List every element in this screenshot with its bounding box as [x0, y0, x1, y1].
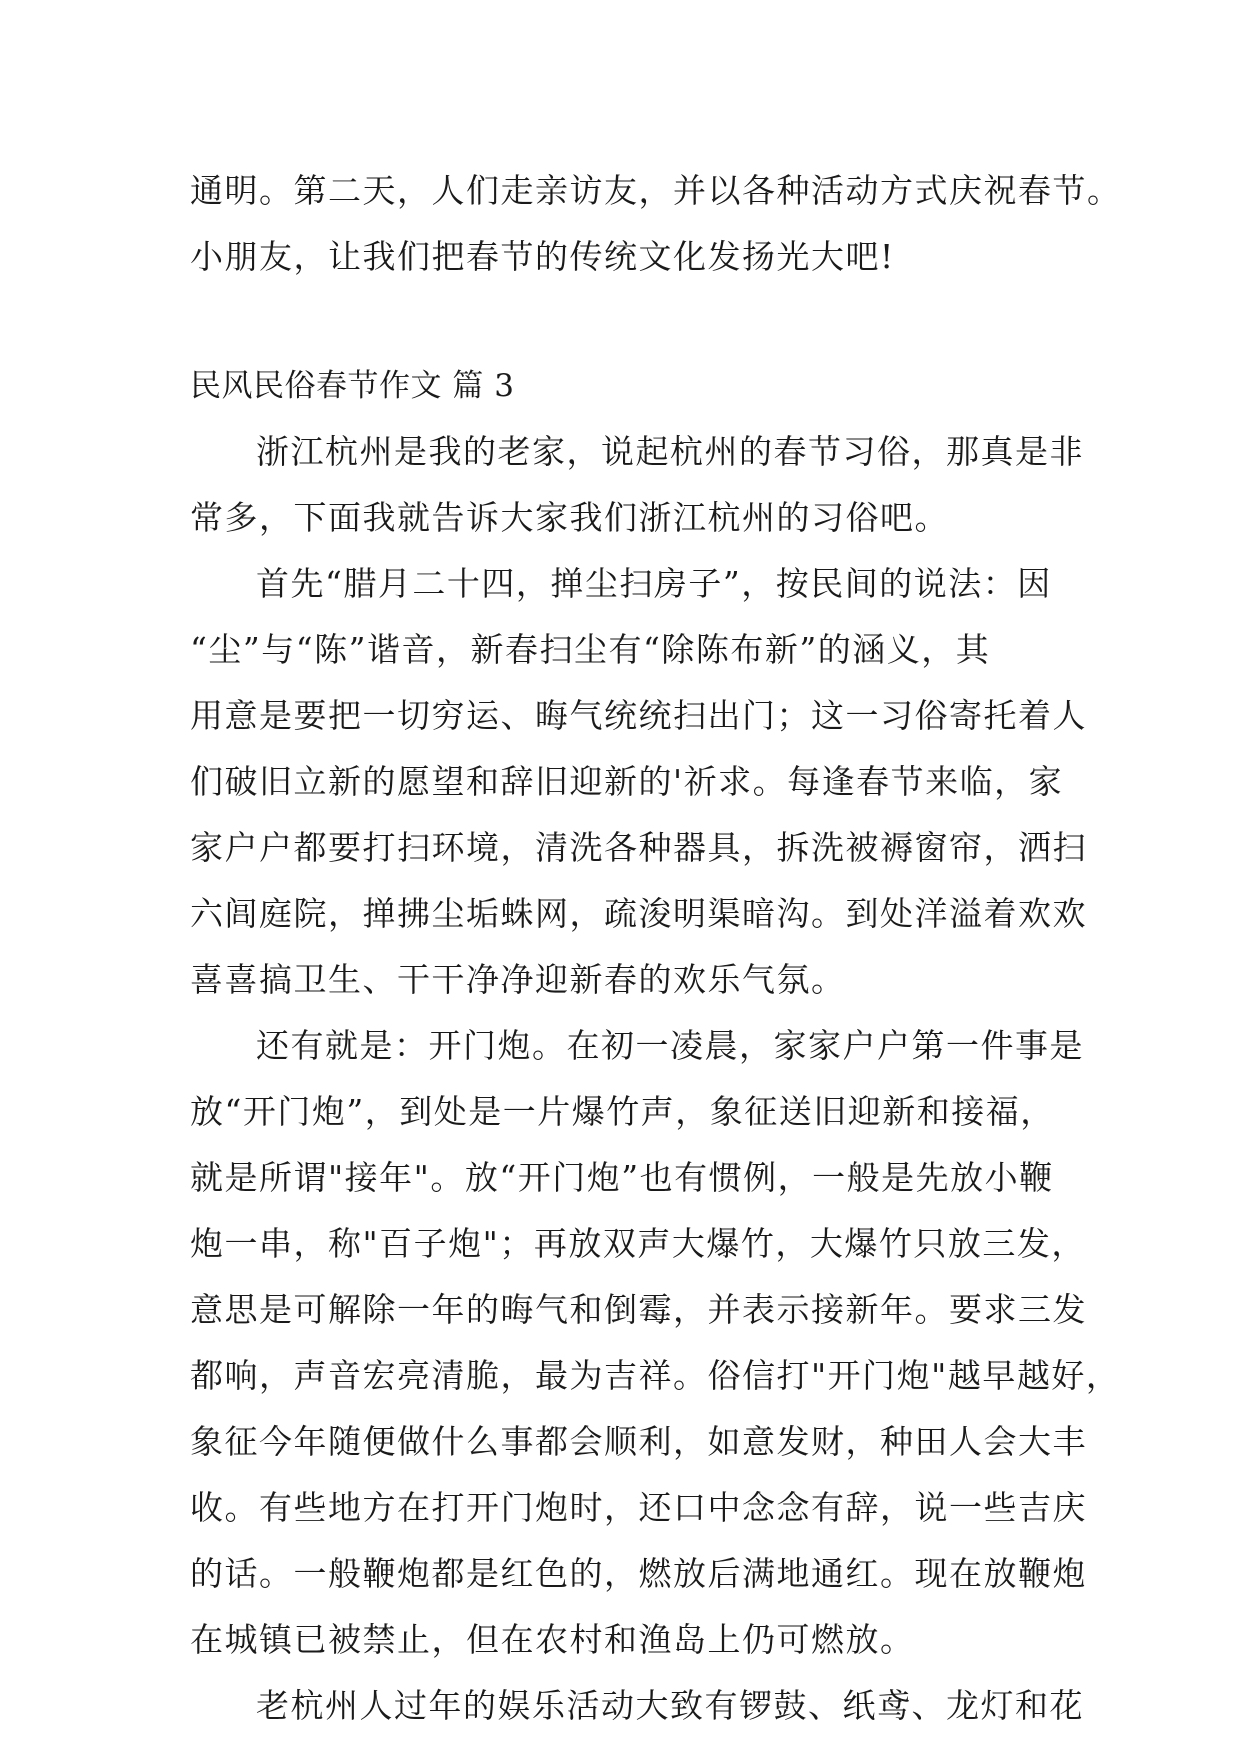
text-line: 六闾庭院，掸拂尘垢蛛网，疏浚明渠暗沟。到处洋溢着欢欢: [190, 894, 1087, 933]
text-line: “尘”与“陈”谐音，新春扫尘有“除陈布新”的涵义，其: [190, 630, 991, 669]
text-line: 在城镇已被禁止，但在农村和渔岛上仍可燃放。: [190, 1620, 915, 1659]
section-gap: [190, 290, 1070, 353]
text-line: 老杭州人过年的娱乐活动大致有锣鼓、纸鸢、龙灯和花: [256, 1686, 1084, 1725]
text-line: 常多，下面我就告诉大家我们浙江杭州的习俗吧。: [190, 498, 949, 537]
text-line: 家户户都要打扫环境，清洗各种器具，拆洗被褥窗帘，洒扫: [190, 828, 1087, 867]
document-body: [190, 158, 1122, 1739]
text-line: 首先“腊月二十四，掸尘扫房子”，按民间的说法：因: [256, 564, 1052, 603]
section-heading: 民风民俗春节作文 篇 3: [190, 368, 515, 404]
paragraph: [190, 1673, 1084, 1739]
text-line: 放“开门炮”，到处是一片爆竹声，象征送旧迎新和接福，: [190, 1092, 1055, 1131]
text-line: 们破旧立新的愿望和辞旧迎新的'祈求。每逢春节来临，家: [190, 762, 1064, 801]
text-line: 的话。一般鞭炮都是红色的，燃放后满地通红。现在放鞭炮: [190, 1554, 1087, 1593]
text-line: 象征今年随便做什么事都会顺利，如意发财，种田人会大丰: [190, 1422, 1087, 1461]
paragraph: [190, 551, 1087, 1013]
text-line: 还有就是：开门炮。在初一凌晨，家家户户第一件事是: [256, 1026, 1084, 1065]
continuation-paragraph: [190, 158, 1122, 290]
text-line: 喜喜搞卫生、干干净净迎新春的欢乐气氛。: [190, 960, 846, 999]
text-line: 就是所谓"接年"。放“开门炮”也有惯例，一般是先放小鞭: [190, 1158, 1054, 1197]
text-line: 炮一串，称"百子炮"；再放双声大爆竹，大爆竹只放三发，: [190, 1224, 1086, 1263]
paragraph: [190, 419, 1084, 551]
text-line: 用意是要把一切穷运、晦气统统扫出门；这一习俗寄托着人: [190, 696, 1087, 735]
paragraph: [190, 1013, 1121, 1673]
text-line: 都响，声音宏亮清脆，最为吉祥。俗信打"开门炮"越早越好，: [190, 1356, 1121, 1395]
text-line: 收。有些地方在打开门炮时，还口中念念有辞，说一些吉庆: [190, 1488, 1087, 1527]
text-line: 通明。第二天，人们走亲访友，并以各种活动方式庆祝春节。: [190, 171, 1122, 210]
text-line: 浙江杭州是我的老家，说起杭州的春节习俗，那真是非: [256, 432, 1084, 471]
text-line: 意思是可解除一年的晦气和倒霉，并表示接新年。要求三发: [190, 1290, 1087, 1329]
text-line: 小朋友，让我们把春节的传统文化发扬光大吧!: [190, 237, 895, 276]
